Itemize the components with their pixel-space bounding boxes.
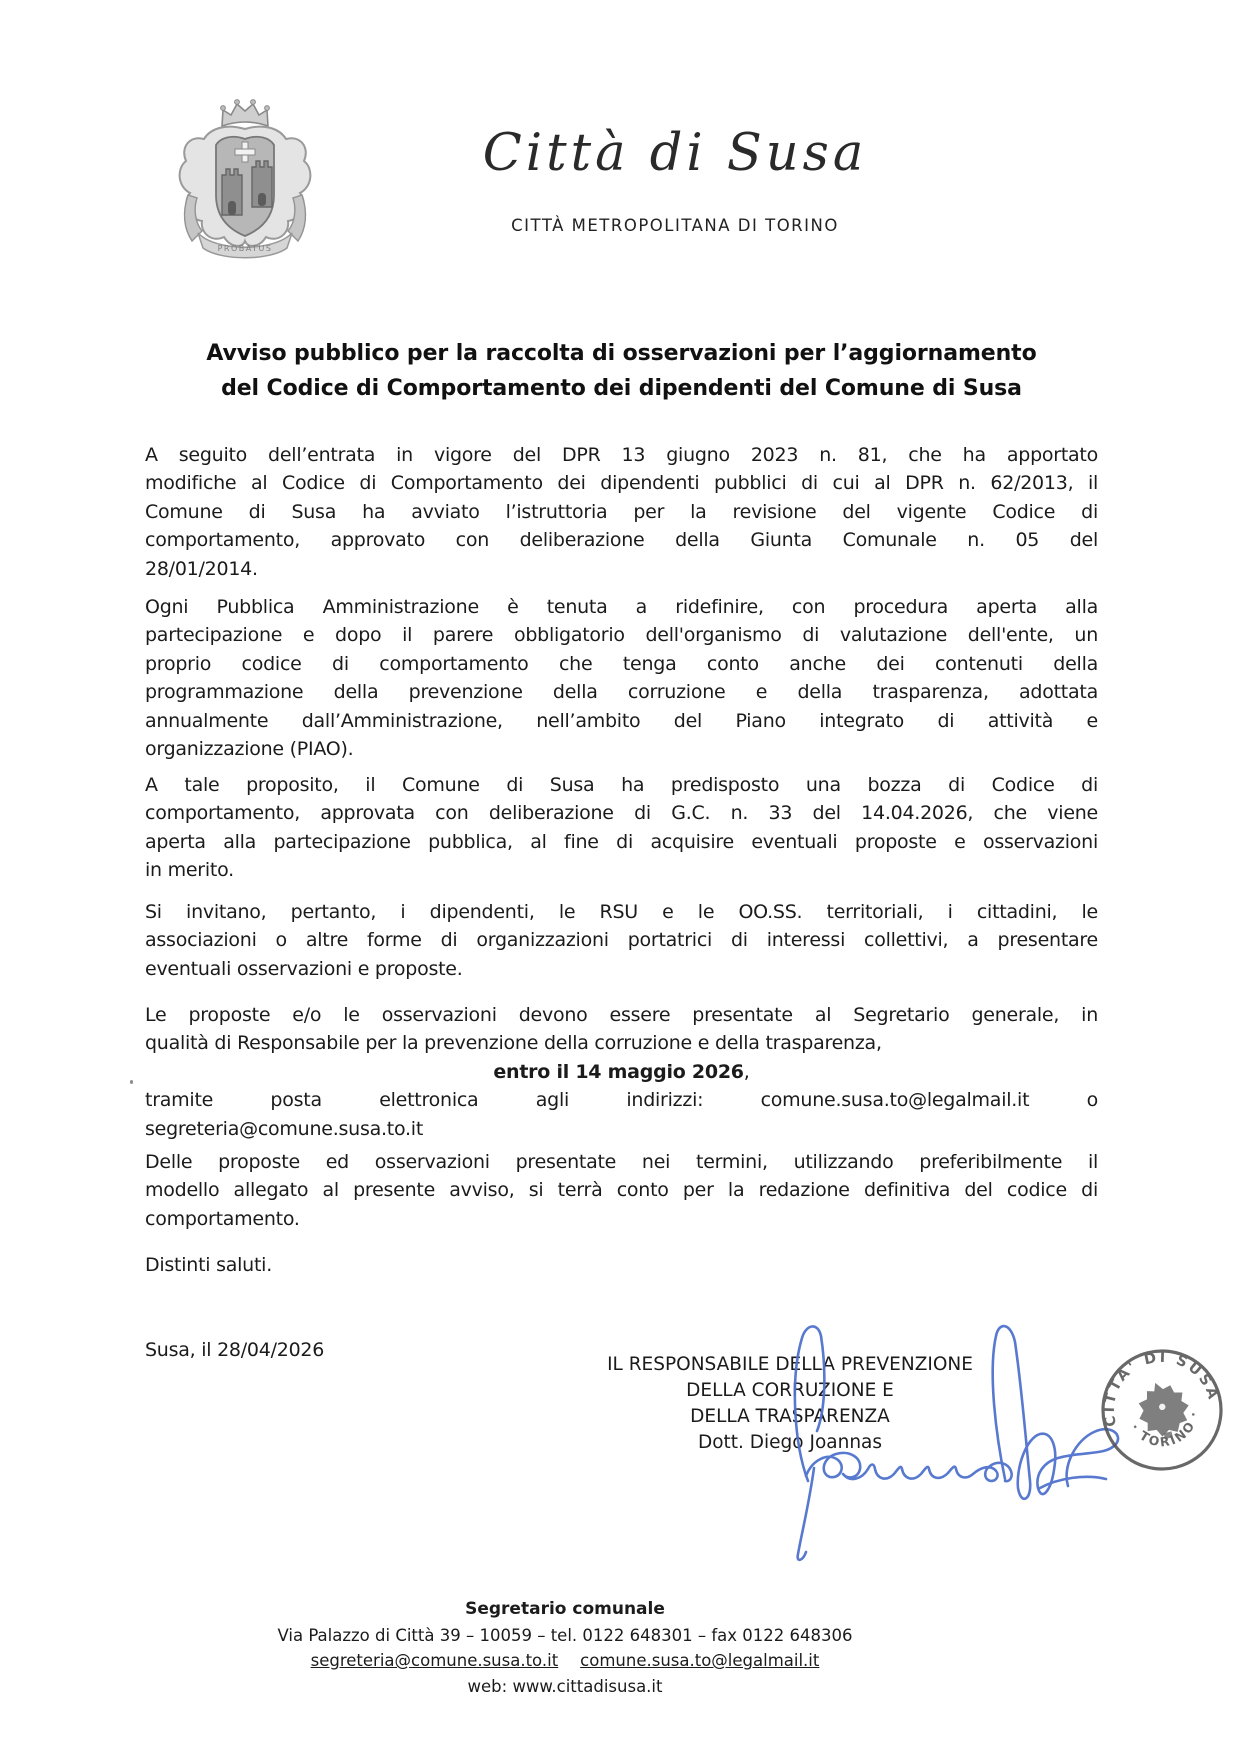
deadline-suffix: , [743,1060,750,1083]
paragraph-line: programmazione della prevenzione della corruzione e della trasparenza, adottata [145,681,1098,704]
city-wordmark: Città di Susa [482,124,868,183]
stamp-top-text: CITTA' DI SUSA [1101,1349,1222,1428]
scan-artifact-dot [130,1080,133,1084]
paragraph-line: qualità di Responsabile per la prevenzione della corruzione e della trasparenza, [145,1032,882,1055]
paragraph-line: Le proposte e/o le osservazioni devono essere presentate al Segretario generale, in [145,1004,1098,1026]
paragraph-line: modello allegato al presente avviso, si terrà conto per la redazione definitiva del codice di [145,1179,1098,1202]
footer-email-pec-link[interactable]: comune.susa.to@legalmail.it [580,1651,820,1670]
signer-role-line1: IL RESPONSABILE DELLA PREVENZIONE [607,1354,973,1375]
paragraph-line: A seguito dell’entrata in vigore del DPR 13 giugno 2023 n. 81, che ha apportato [145,444,1098,466]
city-subtitle: CITTÀ METROPOLITANA DI TORINO [511,216,839,235]
signer-role-line2: DELLA CORRUZIONE E [686,1380,894,1401]
deadline-text: entro il 14 maggio 2026 [493,1060,744,1083]
stamp-bottom-text: · TORINO · [1127,1409,1202,1450]
paragraph-line: comportamento, approvata con deliberazione di G.C. n. 33 del 14.04.2026, che viene [145,802,1098,825]
signer-role-line3: DELLA TRASPARENZA [690,1406,890,1427]
paragraph-line: Comune di Susa ha avviato l’istruttoria per la revisione del vigente Codice di [145,500,1098,523]
susa-coat-of-arms-icon [170,95,320,267]
paragraph-line: comportamento. [145,1207,300,1230]
municipal-stamp [1092,1340,1232,1480]
paragraph-line: aperta alla partecipazione pubblica, al fine di acquisire eventuali proposte e osservazioni [145,830,1098,853]
footer-emails-line [145,1648,985,1674]
signer-name: Dott. Diego Joannas [697,1432,883,1453]
notice-title [145,336,1098,406]
deadline-line [145,1058,1098,1086]
paragraph-line: partecipazione e dopo il parere obbligatorio dell'organismo di valutazione dell'ente, un [145,624,1098,647]
paragraph-invito [145,898,1098,983]
paragraph-line: associazioni o altre forme di organizzazioni portatrici di interessi collettivi, a presentare [145,929,1098,952]
notice-title-line2: del Codice di Comportamento dei dipendenti del Comune di Susa [221,376,1022,401]
paragraph-esito [145,1148,1098,1233]
paragraph-line: in merito. [145,859,234,882]
footer-contact-block [145,1597,985,1699]
notice-title-line1: Avviso pubblico per la raccolta di osservazioni per l’aggiornamento [206,341,1037,366]
paragraph-modalita-presentazione [145,1001,1098,1143]
footer-web-line: web: www.cittadisusa.it [467,1676,663,1696]
paragraph-premessa [145,441,1098,583]
paragraph-line: Si invitano, pertanto, i dipendenti, le RSU e le OO.SS. territoriali, i cittadini, le [145,901,1098,923]
paragraph-line: modifiche al Codice di Comportamento dei dipendenti pubblici di cui al DPR n. 62/2013, il [145,472,1098,495]
signature-block [555,1352,1025,1456]
paragraph-line: Ogni Pubblica Amministrazione è tenuta a ridefinire, con procedura aperta alla [145,596,1098,618]
paragraph-line: eventuali osservazioni e proposte. [145,957,463,980]
closing-salutation: Distinti saluti. [145,1254,272,1276]
footer-email-segreteria-link[interactable]: segreteria@comune.susa.to.it [310,1651,559,1670]
paragraph-line: A tale proposito, il Comune di Susa ha predisposto una bozza di Codice di [145,774,1098,796]
crest-ribbon-text: PROBATUS [217,244,273,253]
paragraph-line-email-pec: tramite posta elettronica agli indirizzi: comune.susa.to@legalmail.it o [145,1089,1098,1112]
paragraph-line-email-segreteria: segreteria@comune.susa.to.it [145,1117,424,1140]
footer-address-line: Via Palazzo di Città 39 – 10059 – tel. 0122 648301 – fax 0122 648306 [277,1625,853,1645]
paragraph-line: organizzazione (PIAO). [145,738,354,761]
paragraph-bozza-codice [145,771,1098,885]
paragraph-line: Delle proposte ed osservazioni presentate nei termini, utilizzando preferibilmente il [145,1151,1098,1173]
footer-office-title: Segretario comunale [465,1599,665,1619]
paragraph-line: proprio codice di comportamento che tenga conto anche dei contenuti della [145,652,1098,675]
place-date-line: Susa, il 28/04/2026 [145,1339,325,1361]
paragraph-obbligo-pa [145,593,1098,763]
paragraph-line: 28/01/2014. [145,557,258,580]
paragraph-line: comportamento, approvato con deliberazione della Giunta Comunale n. 05 del [145,529,1098,552]
paragraph-line: annualmente dall’Amministrazione, nell’ambito del Piano integrato di attività e [145,709,1098,732]
